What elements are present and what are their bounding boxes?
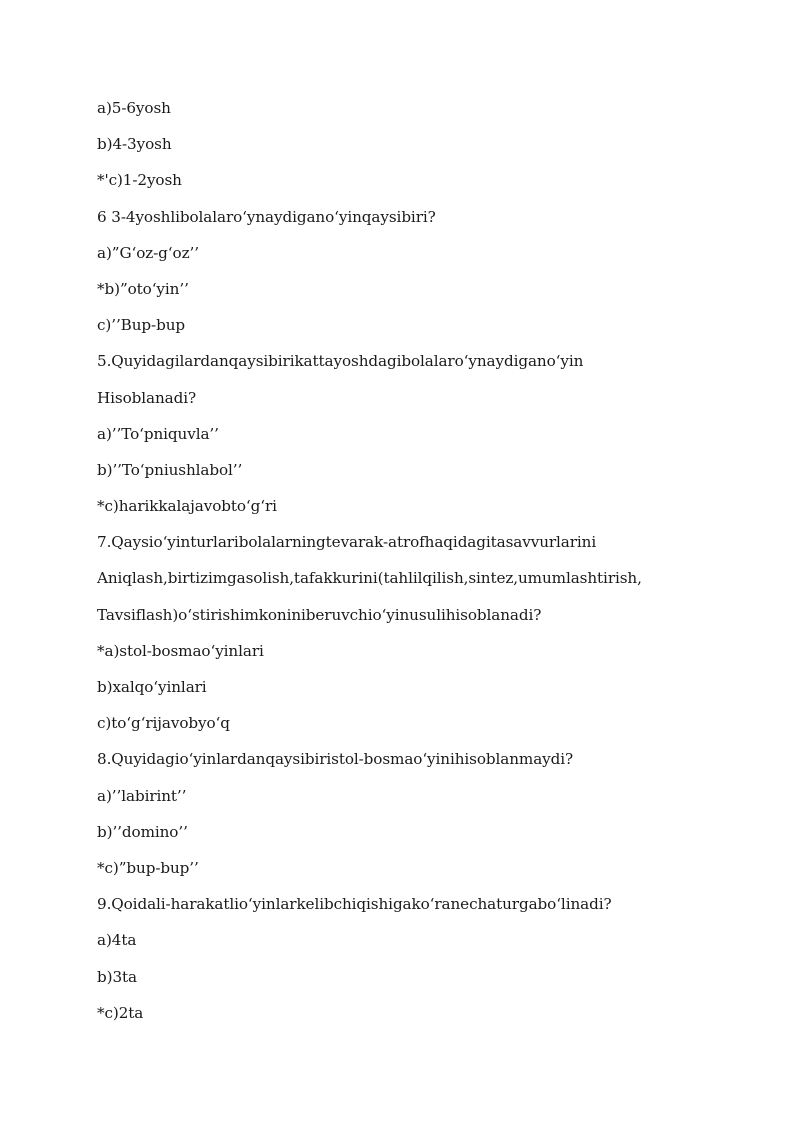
answer-option: a)’’labirint’’ [97,786,187,805]
answer-option: b)3ta [97,967,137,986]
answer-option-correct: *c)”bup-bup’’ [97,858,199,877]
document-body [97,96,757,1037]
question-9: 9.Qoidali-harakatlio‘yinlarkelibchiqishigako‘ranechaturgabo‘linadi? [97,895,612,914]
question-7: 7.Qaysio‘yinturlaribolalarningtevarak-atrofhaqidagitasavvurlarini [97,533,597,552]
answer-option: b)’’domino’’ [97,822,188,841]
answer-option-correct: *c)2ta [97,1003,144,1022]
answer-option: b)’’To‘pniushlabol’’ [97,460,243,479]
question-8: 8.Quyidagio‘yinlardanqaysibiristol-bosmao‘yinihisoblanmaydi? [97,750,574,769]
question-5: 5.Quyidagilardanqaysibirikattayoshdagibolalaro‘ynaydigano‘yin [97,352,584,371]
question-6: 6 3-4yoshlibolalaro‘ynaydigano‘yinqaysibiri? [97,207,436,226]
question-7-continued: Aniqlash,birtizimgasolish,tafakkurini(tahlilqilish,sintez,umumlashtirish, [97,569,642,588]
answer-option: a)’’To‘pniquvla’’ [97,424,219,443]
answer-option-correct: *b)”oto‘yin’’ [97,279,189,298]
answer-option: c)’’Bup-bup [97,316,186,335]
answer-option: b)xalqo‘yinlari [97,678,207,696]
answer-option: a)”G‘oz-g‘oz’’ [97,243,199,262]
question-7-continued: Tavsiflash)o‘stirishimkoniniberuvchio‘yinusulihisoblanadi? [97,605,542,624]
answer-option: b)4-3yosh [97,135,172,154]
answer-option-correct: *a)stol-bosmao‘yinlari [97,641,264,660]
answer-option: a)5-6yosh [97,99,171,117]
answer-option-correct: *c)harikkalajavobto‘g‘ri [97,497,277,516]
question-5-continued: Hisoblanadi? [97,388,197,407]
answer-option: a)4ta [97,931,137,950]
answer-option-correct: *'c)1-2yosh [97,171,182,190]
answer-option: c)to‘g‘rijavobyo‘q [97,714,230,733]
